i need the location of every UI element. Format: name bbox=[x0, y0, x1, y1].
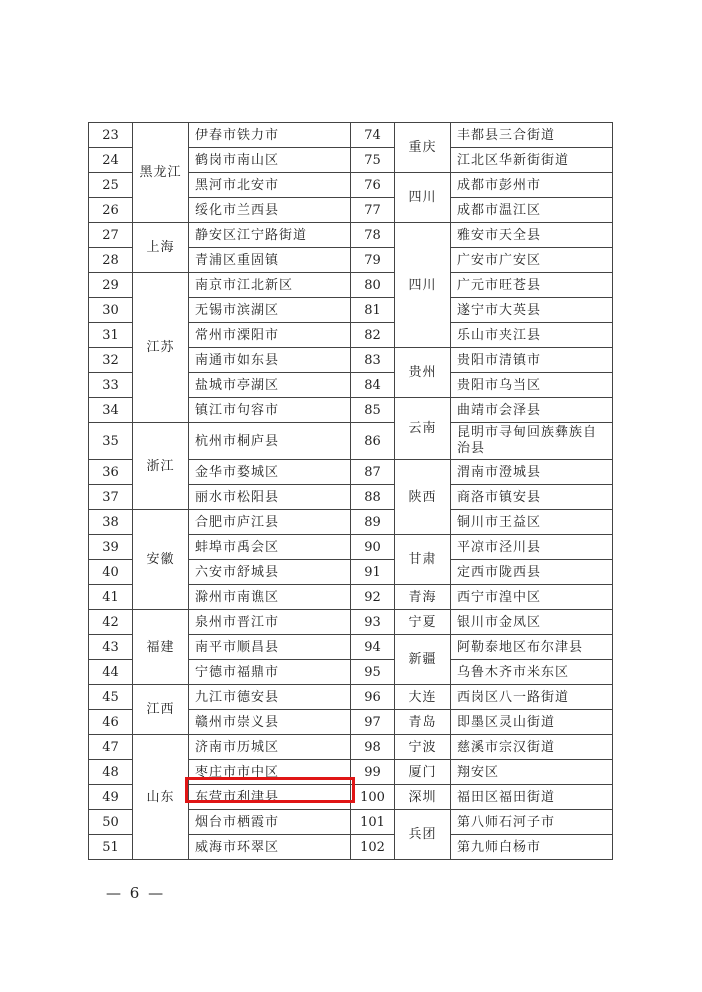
place-cell: 曲靖市会泽县 bbox=[451, 398, 613, 423]
row-number: 43 bbox=[89, 635, 133, 660]
place-cell: 乐山市夹江县 bbox=[451, 323, 613, 348]
place-cell: 滁州市南谯区 bbox=[189, 585, 351, 610]
row-number: 30 bbox=[89, 298, 133, 323]
row-number: 33 bbox=[89, 373, 133, 398]
place-cell: 雅安市天全县 bbox=[451, 223, 613, 248]
province-cell: 四川 bbox=[395, 173, 451, 223]
place-cell: 阿勒泰地区布尔津县 bbox=[451, 635, 613, 660]
place-cell: 烟台市栖霞市 bbox=[189, 810, 351, 835]
row-number: 47 bbox=[89, 735, 133, 760]
province-cell: 安徽 bbox=[133, 510, 189, 610]
row-number: 40 bbox=[89, 560, 133, 585]
row-number: 46 bbox=[89, 710, 133, 735]
row-number: 95 bbox=[351, 660, 395, 685]
row-number: 51 bbox=[89, 835, 133, 860]
province-cell: 青岛 bbox=[395, 710, 451, 735]
row-number: 85 bbox=[351, 398, 395, 423]
place-cell: 东营市利津县 bbox=[189, 785, 351, 810]
place-cell: 常州市溧阳市 bbox=[189, 323, 351, 348]
place-cell: 金华市婺城区 bbox=[189, 460, 351, 485]
row-number: 32 bbox=[89, 348, 133, 373]
row-number: 82 bbox=[351, 323, 395, 348]
place-cell: 静安区江宁路街道 bbox=[189, 223, 351, 248]
place-cell: 铜川市王益区 bbox=[451, 510, 613, 535]
row-number: 81 bbox=[351, 298, 395, 323]
row-number: 26 bbox=[89, 198, 133, 223]
place-cell: 南通市如东县 bbox=[189, 348, 351, 373]
place-cell: 平凉市泾川县 bbox=[451, 535, 613, 560]
table-row bbox=[89, 123, 613, 148]
place-cell: 银川市金凤区 bbox=[451, 610, 613, 635]
row-number: 27 bbox=[89, 223, 133, 248]
place-cell: 赣州市崇义县 bbox=[189, 710, 351, 735]
place-cell: 泉州市晋江市 bbox=[189, 610, 351, 635]
row-number: 89 bbox=[351, 510, 395, 535]
province-cell: 福建 bbox=[133, 610, 189, 685]
place-cell: 六安市舒城县 bbox=[189, 560, 351, 585]
place-cell: 枣庄市市中区 bbox=[189, 760, 351, 785]
place-cell: 贵阳市清镇市 bbox=[451, 348, 613, 373]
row-number: 23 bbox=[89, 123, 133, 148]
place-cell: 翔安区 bbox=[451, 760, 613, 785]
place-cell: 定西市陇西县 bbox=[451, 560, 613, 585]
table-body bbox=[89, 123, 613, 860]
row-number: 92 bbox=[351, 585, 395, 610]
place-cell: 无锡市滨湖区 bbox=[189, 298, 351, 323]
row-number: 39 bbox=[89, 535, 133, 560]
place-cell: 江北区华新街街道 bbox=[451, 148, 613, 173]
province-cell: 深圳 bbox=[395, 785, 451, 810]
table-row bbox=[89, 273, 613, 298]
row-number: 91 bbox=[351, 560, 395, 585]
row-number: 31 bbox=[89, 323, 133, 348]
row-number: 36 bbox=[89, 460, 133, 485]
table-row bbox=[89, 510, 613, 535]
place-cell: 鹤岗市南山区 bbox=[189, 148, 351, 173]
province-cell: 青海 bbox=[395, 585, 451, 610]
place-cell: 绥化市兰西县 bbox=[189, 198, 351, 223]
row-number: 25 bbox=[89, 173, 133, 198]
place-cell: 西岗区八一路街道 bbox=[451, 685, 613, 710]
row-number: 24 bbox=[89, 148, 133, 173]
province-cell: 四川 bbox=[395, 223, 451, 348]
place-cell: 西宁市湟中区 bbox=[451, 585, 613, 610]
province-cell: 厦门 bbox=[395, 760, 451, 785]
place-cell: 济南市历城区 bbox=[189, 735, 351, 760]
row-number: 101 bbox=[351, 810, 395, 835]
province-cell: 云南 bbox=[395, 398, 451, 460]
place-cell: 镇江市句容市 bbox=[189, 398, 351, 423]
row-number: 79 bbox=[351, 248, 395, 273]
province-cell: 浙江 bbox=[133, 423, 189, 510]
row-number: 87 bbox=[351, 460, 395, 485]
place-cell: 青浦区重固镇 bbox=[189, 248, 351, 273]
table-row bbox=[89, 735, 613, 760]
row-number: 84 bbox=[351, 373, 395, 398]
row-number: 38 bbox=[89, 510, 133, 535]
province-cell: 贵州 bbox=[395, 348, 451, 398]
row-number: 86 bbox=[351, 423, 395, 460]
place-cell: 第八师石河子市 bbox=[451, 810, 613, 835]
row-number: 98 bbox=[351, 735, 395, 760]
row-number: 45 bbox=[89, 685, 133, 710]
province-cell: 大连 bbox=[395, 685, 451, 710]
row-number: 97 bbox=[351, 710, 395, 735]
place-cell: 广安市广安区 bbox=[451, 248, 613, 273]
province-cell: 宁波 bbox=[395, 735, 451, 760]
row-number: 76 bbox=[351, 173, 395, 198]
row-number: 42 bbox=[89, 610, 133, 635]
row-number: 102 bbox=[351, 835, 395, 860]
province-cell: 兵团 bbox=[395, 810, 451, 860]
place-cell: 南平市顺昌县 bbox=[189, 635, 351, 660]
province-cell: 江西 bbox=[133, 685, 189, 735]
province-cell: 重庆 bbox=[395, 123, 451, 173]
place-cell: 广元市旺苍县 bbox=[451, 273, 613, 298]
row-number: 80 bbox=[351, 273, 395, 298]
place-cell: 丰都县三合街道 bbox=[451, 123, 613, 148]
place-cell: 乌鲁木齐市米东区 bbox=[451, 660, 613, 685]
place-cell: 贵阳市乌当区 bbox=[451, 373, 613, 398]
province-cell: 山东 bbox=[133, 735, 189, 860]
province-cell: 上海 bbox=[133, 223, 189, 273]
row-number: 28 bbox=[89, 248, 133, 273]
place-cell: 昆明市寻甸回族彝族自治县 bbox=[451, 423, 613, 460]
row-number: 100 bbox=[351, 785, 395, 810]
place-cell: 丽水市松阳县 bbox=[189, 485, 351, 510]
row-number: 99 bbox=[351, 760, 395, 785]
row-number: 83 bbox=[351, 348, 395, 373]
highlight-box bbox=[185, 777, 355, 803]
table-row bbox=[89, 610, 613, 635]
row-number: 78 bbox=[351, 223, 395, 248]
place-cell: 成都市温江区 bbox=[451, 198, 613, 223]
place-cell: 第九师白杨市 bbox=[451, 835, 613, 860]
row-number: 41 bbox=[89, 585, 133, 610]
table-row bbox=[89, 423, 613, 460]
province-cell: 宁夏 bbox=[395, 610, 451, 635]
row-number: 35 bbox=[89, 423, 133, 460]
province-cell: 陕西 bbox=[395, 460, 451, 535]
place-cell: 慈溪市宗汉街道 bbox=[451, 735, 613, 760]
place-cell: 蚌埠市禹会区 bbox=[189, 535, 351, 560]
row-number: 37 bbox=[89, 485, 133, 510]
place-cell: 宁德市福鼎市 bbox=[189, 660, 351, 685]
table-row bbox=[89, 223, 613, 248]
place-cell: 成都市彭州市 bbox=[451, 173, 613, 198]
row-number: 44 bbox=[89, 660, 133, 685]
place-cell: 即墨区灵山街道 bbox=[451, 710, 613, 735]
row-number: 49 bbox=[89, 785, 133, 810]
row-number: 88 bbox=[351, 485, 395, 510]
place-cell: 南京市江北新区 bbox=[189, 273, 351, 298]
page-number: — 6 — bbox=[106, 884, 166, 902]
row-number: 75 bbox=[351, 148, 395, 173]
row-number: 93 bbox=[351, 610, 395, 635]
place-cell: 杭州市桐庐县 bbox=[189, 423, 351, 460]
row-number: 90 bbox=[351, 535, 395, 560]
province-cell: 江苏 bbox=[133, 273, 189, 423]
place-cell: 合肥市庐江县 bbox=[189, 510, 351, 535]
row-number: 34 bbox=[89, 398, 133, 423]
place-cell: 商洛市镇安县 bbox=[451, 485, 613, 510]
table-row bbox=[89, 685, 613, 710]
row-number: 29 bbox=[89, 273, 133, 298]
place-cell: 威海市环翠区 bbox=[189, 835, 351, 860]
province-cell: 黑龙江 bbox=[133, 123, 189, 223]
province-cell: 新疆 bbox=[395, 635, 451, 685]
row-number: 96 bbox=[351, 685, 395, 710]
row-number: 48 bbox=[89, 760, 133, 785]
place-cell: 盐城市亭湖区 bbox=[189, 373, 351, 398]
pilot-list-table bbox=[88, 122, 613, 860]
row-number: 94 bbox=[351, 635, 395, 660]
row-number: 77 bbox=[351, 198, 395, 223]
place-cell: 伊春市铁力市 bbox=[189, 123, 351, 148]
place-cell: 九江市德安县 bbox=[189, 685, 351, 710]
province-cell: 甘肃 bbox=[395, 535, 451, 585]
place-cell: 遂宁市大英县 bbox=[451, 298, 613, 323]
row-number: 74 bbox=[351, 123, 395, 148]
place-cell: 福田区福田街道 bbox=[451, 785, 613, 810]
row-number: 50 bbox=[89, 810, 133, 835]
place-cell: 黑河市北安市 bbox=[189, 173, 351, 198]
place-cell: 渭南市澄城县 bbox=[451, 460, 613, 485]
